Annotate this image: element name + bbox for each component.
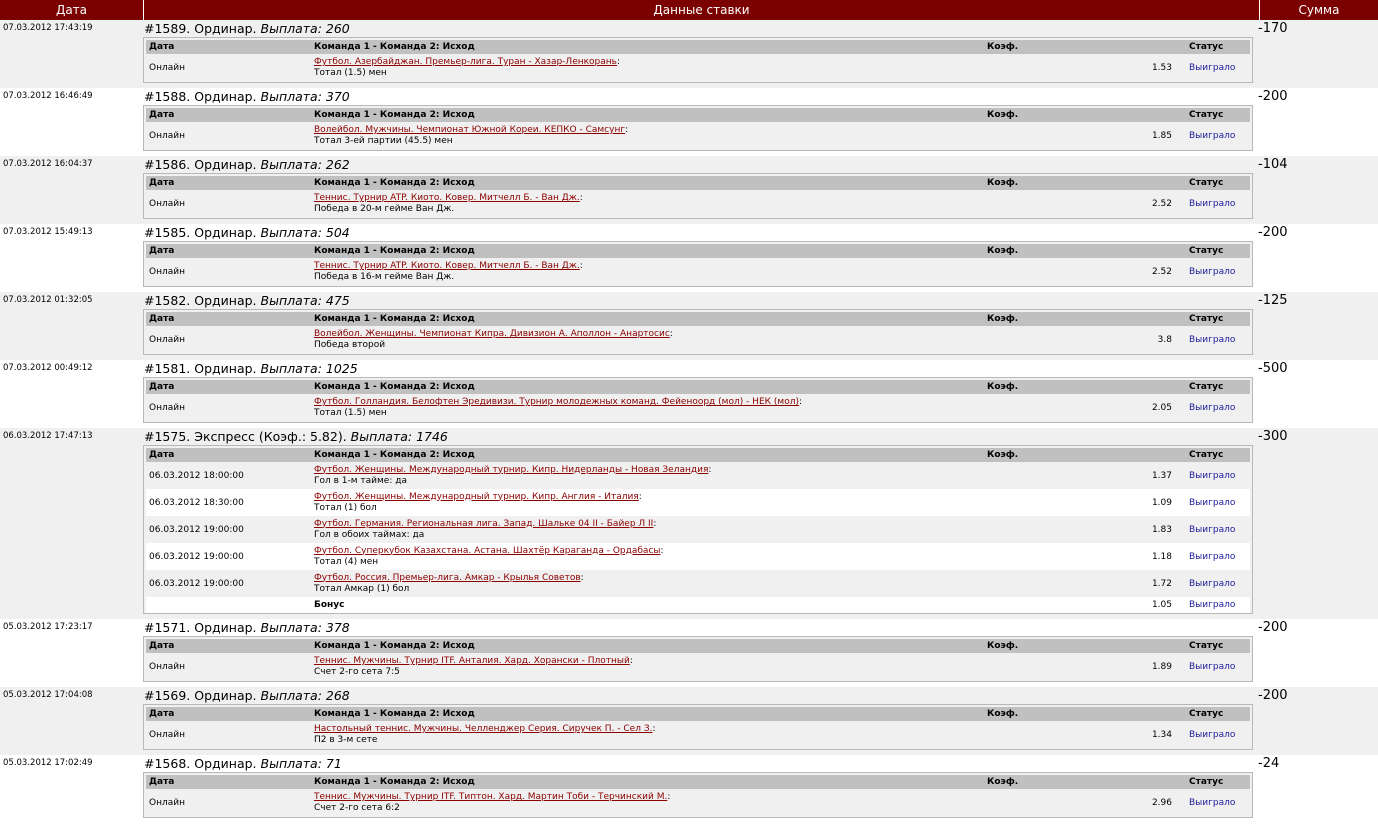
events-header-teams: Команда 1 - Команда 2: Исход bbox=[314, 382, 475, 392]
event-status: Выиграло bbox=[1189, 335, 1236, 345]
events-header-teams: Команда 1 - Команда 2: Исход bbox=[314, 314, 475, 324]
events-header-date: Дата bbox=[149, 382, 175, 392]
event-status: Выиграло bbox=[1189, 497, 1236, 508]
event-status: Выиграло bbox=[1189, 730, 1236, 740]
event-coef: 2.96 bbox=[1151, 798, 1172, 808]
event-outcome: Победа второй bbox=[314, 340, 386, 350]
bet-date: 07.03.2012 17:43:19 bbox=[3, 23, 93, 33]
bet-date: 07.03.2012 15:49:13 bbox=[3, 227, 93, 237]
event-date: Онлайн bbox=[149, 335, 185, 345]
bet-payout: Выплата: 504 bbox=[260, 225, 350, 240]
event-status: Выиграло bbox=[1189, 267, 1236, 277]
event-coef: 2.05 bbox=[1151, 403, 1172, 413]
bet-sum: -104 bbox=[1258, 157, 1288, 172]
events-header-status: Статус bbox=[1189, 382, 1224, 392]
event-link[interactable]: Футбол. Голландия. Белофтен Эредивизи. Турнир молодежных команд. Фейеноорд (мол) - НЕК (мол) bbox=[314, 397, 799, 407]
events-header-status: Статус bbox=[1189, 777, 1224, 787]
event-date: Онлайн bbox=[149, 199, 185, 209]
bonus-row bbox=[146, 597, 1250, 613]
events-header-status: Статус bbox=[1189, 641, 1224, 651]
event-link[interactable]: Теннис. Турнир ATP. Киото. Ковер. Митчелл Б. - Ван Дж. bbox=[314, 193, 580, 203]
event-date: Онлайн bbox=[149, 403, 185, 413]
event-link[interactable]: Футбол. Азербайджан. Премьер-лига. Туран - Хазар-Ленкорань bbox=[314, 57, 617, 67]
event-coef: 1.89 bbox=[1151, 662, 1172, 672]
event-outcome: Тотал (1.5) мен bbox=[314, 68, 387, 78]
events-header bbox=[146, 108, 1250, 122]
event-outcome: Победа в 20-м гейме Ван Дж. bbox=[314, 204, 455, 214]
bet-event-row bbox=[146, 570, 1250, 597]
event-outcome: П2 в 3-м сете bbox=[314, 735, 378, 745]
bet-date: 05.03.2012 17:23:17 bbox=[3, 622, 93, 632]
event-coef: 1.72 bbox=[1151, 578, 1172, 589]
event-cell: Футбол. Женщины. Международный турнир. Кипр. Нидерланды - Новая Зеландия: Гол в 1-м тайме: да bbox=[312, 465, 985, 487]
bet-date: 07.03.2012 01:32:05 bbox=[3, 295, 93, 305]
bet-event-row bbox=[146, 721, 1250, 749]
events-header bbox=[146, 40, 1250, 54]
bet-payout: Выплата: 475 bbox=[260, 293, 350, 308]
event-coef: 1.18 bbox=[1151, 551, 1172, 562]
header-date: Дата bbox=[55, 3, 88, 17]
bet-date: 05.03.2012 17:02:49 bbox=[3, 758, 93, 768]
event-date: Онлайн bbox=[149, 63, 185, 73]
event-date: Онлайн bbox=[149, 662, 185, 672]
events-header-coef: Коэф. bbox=[987, 709, 1019, 719]
bonus-label: Бонус bbox=[314, 600, 345, 610]
bet-payout: Выплата: 71 bbox=[260, 756, 342, 771]
bet-event-row bbox=[146, 489, 1250, 516]
bet-number-type: #1568. Ординар. bbox=[144, 756, 257, 771]
bet-block bbox=[0, 224, 1378, 292]
event-date: 06.03.2012 19:00:00 bbox=[149, 524, 244, 535]
event-outcome: Победа в 16-м гейме Ван Дж. bbox=[314, 272, 455, 282]
bet-date: 07.03.2012 00:49:12 bbox=[3, 363, 93, 373]
event-status: Выиграло bbox=[1189, 551, 1236, 562]
bet-events-table bbox=[143, 377, 1253, 423]
bet-title bbox=[142, 756, 1256, 772]
event-date: Онлайн bbox=[149, 730, 185, 740]
bet-event-row bbox=[146, 653, 1250, 681]
bet-details bbox=[141, 20, 1256, 88]
event-status: Выиграло bbox=[1189, 798, 1236, 808]
bet-sum: -24 bbox=[1258, 756, 1280, 771]
event-outcome: Тотал (4) мен bbox=[314, 556, 379, 567]
events-header-status: Статус bbox=[1189, 450, 1224, 460]
bet-event-row bbox=[146, 462, 1250, 489]
bet-sum: -200 bbox=[1258, 620, 1288, 635]
event-coef: 1.83 bbox=[1151, 524, 1172, 535]
bet-events-table bbox=[143, 636, 1253, 682]
bet-events-table bbox=[143, 173, 1253, 219]
bet-block bbox=[0, 428, 1378, 619]
events-header-date: Дата bbox=[149, 777, 175, 787]
bet-number-type: #1589. Ординар. bbox=[144, 21, 257, 36]
events-header-date: Дата bbox=[149, 110, 175, 120]
bet-sum: -300 bbox=[1258, 429, 1288, 444]
bet-event-row bbox=[146, 258, 1250, 286]
events-header-coef: Коэф. bbox=[987, 42, 1019, 52]
bet-title bbox=[142, 157, 1256, 173]
bet-number-type: #1585. Ординар. bbox=[144, 225, 257, 240]
events-header bbox=[146, 380, 1250, 394]
event-cell: Футбол. Азербайджан. Премьер-лига. Туран - Хазар-Ленкорань: Тотал (1.5) мен bbox=[312, 57, 985, 79]
bet-sum: -125 bbox=[1258, 293, 1288, 308]
event-link[interactable]: Теннис. Мужчины. Турнир ITF. Анталия. Хард. Хорански - Плотный bbox=[314, 656, 630, 666]
event-date: 06.03.2012 18:00:00 bbox=[149, 470, 244, 481]
bet-payout: Выплата: 260 bbox=[260, 21, 350, 36]
bet-event-row bbox=[146, 543, 1250, 570]
bet-details bbox=[141, 360, 1256, 428]
event-outcome: Гол в 1-м тайме: да bbox=[314, 475, 407, 486]
event-status: Выиграло bbox=[1189, 578, 1236, 589]
events-header-date: Дата bbox=[149, 641, 175, 651]
events-header-status: Статус bbox=[1189, 110, 1224, 120]
table-header bbox=[0, 0, 1378, 20]
events-header-date: Дата bbox=[149, 450, 175, 460]
event-date: 06.03.2012 18:30:00 bbox=[149, 497, 244, 508]
event-outcome: Тотал Амкар (1) бол bbox=[314, 583, 410, 594]
bet-event-row bbox=[146, 394, 1250, 422]
bonus-status: Выиграло bbox=[1189, 600, 1236, 610]
bet-sum: -200 bbox=[1258, 89, 1288, 104]
event-date: 06.03.2012 19:00:00 bbox=[149, 578, 244, 589]
header-sum: Сумма bbox=[1298, 3, 1340, 17]
events-header-teams: Команда 1 - Команда 2: Исход bbox=[314, 709, 475, 719]
event-link[interactable]: Футбол. Женщины. Международный турнир. Кипр. Нидерланды - Новая Зеландия bbox=[314, 464, 709, 475]
bet-payout: Выплата: 370 bbox=[260, 89, 350, 104]
events-header-date: Дата bbox=[149, 314, 175, 324]
event-cell: Волейбол. Женщины. Чемпионат Кипра. Дивизион А. Аполлон - Анартосис: Победа второй bbox=[312, 329, 985, 351]
bet-event-row bbox=[146, 516, 1250, 543]
event-link[interactable]: Футбол. Женщины. Международный турнир. Кипр. Англия - Италия bbox=[314, 491, 639, 502]
bet-block bbox=[0, 156, 1378, 224]
event-cell: Футбол. Женщины. Международный турнир. Кипр. Англия - Италия: Тотал (1) бол bbox=[312, 492, 985, 514]
header-bet-data: Данные ставки bbox=[143, 0, 1260, 20]
bet-events-table bbox=[143, 105, 1253, 151]
event-cell: Футбол. Голландия. Белофтен Эредивизи. Турнир молодежных команд. Фейеноорд (мол) - НЕК (мол): Тотал (1.5) мен bbox=[312, 397, 985, 419]
bet-details bbox=[141, 224, 1256, 292]
event-link[interactable]: Волейбол. Мужчины. Чемпионат Южной Кореи. КЕПКО - Самсунг bbox=[314, 125, 626, 135]
event-outcome: Счет 2-го сета 7:5 bbox=[314, 667, 400, 677]
bet-event-row bbox=[146, 122, 1250, 150]
events-header bbox=[146, 448, 1250, 462]
events-header-status: Статус bbox=[1189, 42, 1224, 52]
bet-title bbox=[142, 620, 1256, 636]
event-outcome: Счет 2-го сета 6:2 bbox=[314, 803, 400, 813]
bet-details bbox=[141, 88, 1256, 156]
event-coef: 1.34 bbox=[1151, 730, 1172, 740]
bet-payout: Выплата: 1025 bbox=[260, 361, 358, 376]
event-coef: 1.09 bbox=[1151, 497, 1172, 508]
events-header bbox=[146, 244, 1250, 258]
bet-sum: -170 bbox=[1258, 21, 1288, 36]
event-cell: Теннис. Мужчины. Турнир ITF. Типтон. Хард. Мартин Тоби - Терчинский М.: Счет 2-го сета 6:2 bbox=[312, 792, 985, 814]
event-coef: 1.37 bbox=[1151, 470, 1172, 481]
bonus-coef: 1.05 bbox=[1151, 600, 1172, 610]
event-coef: 2.52 bbox=[1151, 267, 1172, 277]
bet-title bbox=[142, 225, 1256, 241]
event-link[interactable]: Теннис. Турнир ATP. Киото. Ковер. Митчелл Б. - Ван Дж. bbox=[314, 261, 580, 271]
events-header-teams: Команда 1 - Команда 2: Исход bbox=[314, 110, 475, 120]
bet-title bbox=[142, 688, 1256, 704]
event-status: Выиграло bbox=[1189, 199, 1236, 209]
event-coef: 3.8 bbox=[1157, 335, 1172, 345]
events-header-coef: Коэф. bbox=[987, 314, 1019, 324]
events-header-date: Дата bbox=[149, 178, 175, 188]
events-header-coef: Коэф. bbox=[987, 382, 1019, 392]
bet-number-type: #1588. Ординар. bbox=[144, 89, 257, 104]
events-header-teams: Команда 1 - Команда 2: Исход bbox=[314, 246, 475, 256]
bet-events-table bbox=[143, 309, 1253, 355]
bet-events-table bbox=[143, 704, 1253, 750]
events-header bbox=[146, 775, 1250, 789]
bet-block bbox=[0, 687, 1378, 755]
bet-number-type: #1582. Ординар. bbox=[144, 293, 257, 308]
events-header-status: Статус bbox=[1189, 709, 1224, 719]
event-link[interactable]: Теннис. Мужчины. Турнир ITF. Типтон. Хард. Мартин Тоби - Терчинский М. bbox=[314, 792, 668, 802]
bet-payout: Выплата: 378 bbox=[260, 620, 350, 635]
event-outcome: Тотал (1) бол bbox=[314, 502, 377, 513]
bet-sum: -500 bbox=[1258, 361, 1288, 376]
event-link[interactable]: Футбол. Германия. Региональная лига. Запад. Шальке 04 II - Байер Л II bbox=[314, 518, 654, 529]
events-header bbox=[146, 176, 1250, 190]
event-outcome: Тотал (1.5) мен bbox=[314, 408, 387, 418]
bet-details bbox=[141, 428, 1256, 619]
bet-title bbox=[142, 21, 1256, 37]
event-cell: Теннис. Турнир ATP. Киото. Ковер. Митчелл Б. - Ван Дж.: Победа в 20-м гейме Ван Дж. bbox=[312, 193, 985, 215]
event-coef: 1.85 bbox=[1151, 131, 1172, 141]
bet-block bbox=[0, 619, 1378, 687]
bet-events-table bbox=[143, 772, 1253, 818]
event-status: Выиграло bbox=[1189, 662, 1236, 672]
events-header-coef: Коэф. bbox=[987, 450, 1019, 460]
events-header-status: Статус bbox=[1189, 314, 1224, 324]
event-link[interactable]: Футбол. Суперкубок Казахстана. Астана. Шахтёр Караганда - Ордабасы bbox=[314, 545, 661, 556]
bet-event-row bbox=[146, 190, 1250, 218]
event-link[interactable]: Настольный теннис. Мужчины. Челленджер Серия. Сиручек П. - Сел З. bbox=[314, 724, 653, 734]
bet-sum: -200 bbox=[1258, 688, 1288, 703]
bet-sum: -200 bbox=[1258, 225, 1288, 240]
bet-event-row bbox=[146, 326, 1250, 354]
bet-number-type: #1581. Ординар. bbox=[144, 361, 257, 376]
events-header-status: Статус bbox=[1189, 246, 1224, 256]
bet-date: 06.03.2012 17:47:13 bbox=[3, 431, 93, 441]
event-date: Онлайн bbox=[149, 798, 185, 808]
bet-events-table bbox=[143, 241, 1253, 287]
events-header-status: Статус bbox=[1189, 178, 1224, 188]
bet-payout: Выплата: 1746 bbox=[350, 429, 448, 444]
bet-details bbox=[141, 755, 1256, 823]
event-outcome: Тотал 3-ей партии (45.5) мен bbox=[314, 136, 453, 146]
event-cell: Настольный теннис. Мужчины. Челленджер Серия. Сиручек П. - Сел З.: П2 в 3-м сете bbox=[312, 724, 985, 746]
events-header-coef: Коэф. bbox=[987, 777, 1019, 787]
event-cell: Футбол. Россия. Премьер-лига. Амкар - Крылья Советов: Тотал Амкар (1) бол bbox=[312, 573, 985, 595]
bet-block bbox=[0, 292, 1378, 360]
events-header-date: Дата bbox=[149, 246, 175, 256]
bet-number-type: #1575. Экспресс (Коэф.: 5.82). bbox=[144, 429, 347, 444]
events-header-coef: Коэф. bbox=[987, 641, 1019, 651]
event-date: Онлайн bbox=[149, 131, 185, 141]
bet-title bbox=[142, 361, 1256, 377]
bet-date: 05.03.2012 17:04:08 bbox=[3, 690, 93, 700]
event-coef: 2.52 bbox=[1151, 199, 1172, 209]
event-cell: Футбол. Суперкубок Казахстана. Астана. Шахтёр Караганда - Ордабасы: Тотал (4) мен bbox=[312, 546, 985, 568]
events-header bbox=[146, 639, 1250, 653]
event-status: Выиграло bbox=[1189, 470, 1236, 481]
events-header-teams: Команда 1 - Команда 2: Исход bbox=[314, 178, 475, 188]
events-header-teams: Команда 1 - Команда 2: Исход bbox=[314, 450, 475, 460]
event-status: Выиграло bbox=[1189, 524, 1236, 535]
events-header bbox=[146, 312, 1250, 326]
bet-number-type: #1569. Ординар. bbox=[144, 688, 257, 703]
events-header-teams: Команда 1 - Команда 2: Исход bbox=[314, 641, 475, 651]
bet-block bbox=[0, 360, 1378, 428]
event-date: Онлайн bbox=[149, 267, 185, 277]
events-header-teams: Команда 1 - Команда 2: Исход bbox=[314, 42, 475, 52]
bet-block bbox=[0, 88, 1378, 156]
bet-title bbox=[142, 429, 1256, 445]
bet-list bbox=[0, 20, 1378, 823]
event-outcome: Гол в обоих таймах: да bbox=[314, 529, 425, 540]
event-status: Выиграло bbox=[1189, 403, 1236, 413]
events-header-coef: Коэф. bbox=[987, 110, 1019, 120]
bet-event-row bbox=[146, 54, 1250, 82]
event-status: Выиграло bbox=[1189, 131, 1236, 141]
event-coef: 1.53 bbox=[1151, 63, 1172, 73]
events-header-teams: Команда 1 - Команда 2: Исход bbox=[314, 777, 475, 787]
events-header-date: Дата bbox=[149, 42, 175, 52]
event-cell: Теннис. Мужчины. Турнир ITF. Анталия. Хард. Хорански - Плотный: Счет 2-го сета 7:5 bbox=[312, 656, 985, 678]
event-cell: Волейбол. Мужчины. Чемпионат Южной Кореи. КЕПКО - Самсунг: Тотал 3-ей партии (45.5) мен bbox=[312, 125, 985, 147]
events-header bbox=[146, 707, 1250, 721]
bet-details bbox=[141, 687, 1256, 755]
bet-event-row bbox=[146, 789, 1250, 817]
bet-details bbox=[141, 156, 1256, 224]
bet-date: 07.03.2012 16:04:37 bbox=[3, 159, 93, 169]
events-header-date: Дата bbox=[149, 709, 175, 719]
bet-block bbox=[0, 20, 1378, 88]
bet-number-type: #1571. Ординар. bbox=[144, 620, 257, 635]
bet-title bbox=[142, 89, 1256, 105]
bet-block bbox=[0, 755, 1378, 823]
bet-date: 07.03.2012 16:46:49 bbox=[3, 91, 93, 101]
bet-title bbox=[142, 293, 1256, 309]
events-header-coef: Коэф. bbox=[987, 178, 1019, 188]
bet-details bbox=[141, 292, 1256, 360]
event-cell: Футбол. Германия. Региональная лига. Запад. Шальке 04 II - Байер Л II: Гол в обоих таймах: да bbox=[312, 519, 985, 541]
event-cell: Теннис. Турнир ATP. Киото. Ковер. Митчелл Б. - Ван Дж.: Победа в 16-м гейме Ван Дж. bbox=[312, 261, 985, 283]
bet-details bbox=[141, 619, 1256, 687]
bet-events-table bbox=[143, 445, 1253, 614]
event-link[interactable]: Футбол. Россия. Премьер-лига. Амкар - Крылья Советов bbox=[314, 572, 581, 583]
bet-events-table bbox=[143, 37, 1253, 83]
event-date: 06.03.2012 19:00:00 bbox=[149, 551, 244, 562]
bet-payout: Выплата: 268 bbox=[260, 688, 350, 703]
event-status: Выиграло bbox=[1189, 63, 1236, 73]
events-header-coef: Коэф. bbox=[987, 246, 1019, 256]
bet-number-type: #1586. Ординар. bbox=[144, 157, 257, 172]
bet-payout: Выплата: 262 bbox=[260, 157, 350, 172]
event-link[interactable]: Волейбол. Женщины. Чемпионат Кипра. Дивизион А. Аполлон - Анартосис bbox=[314, 329, 670, 339]
